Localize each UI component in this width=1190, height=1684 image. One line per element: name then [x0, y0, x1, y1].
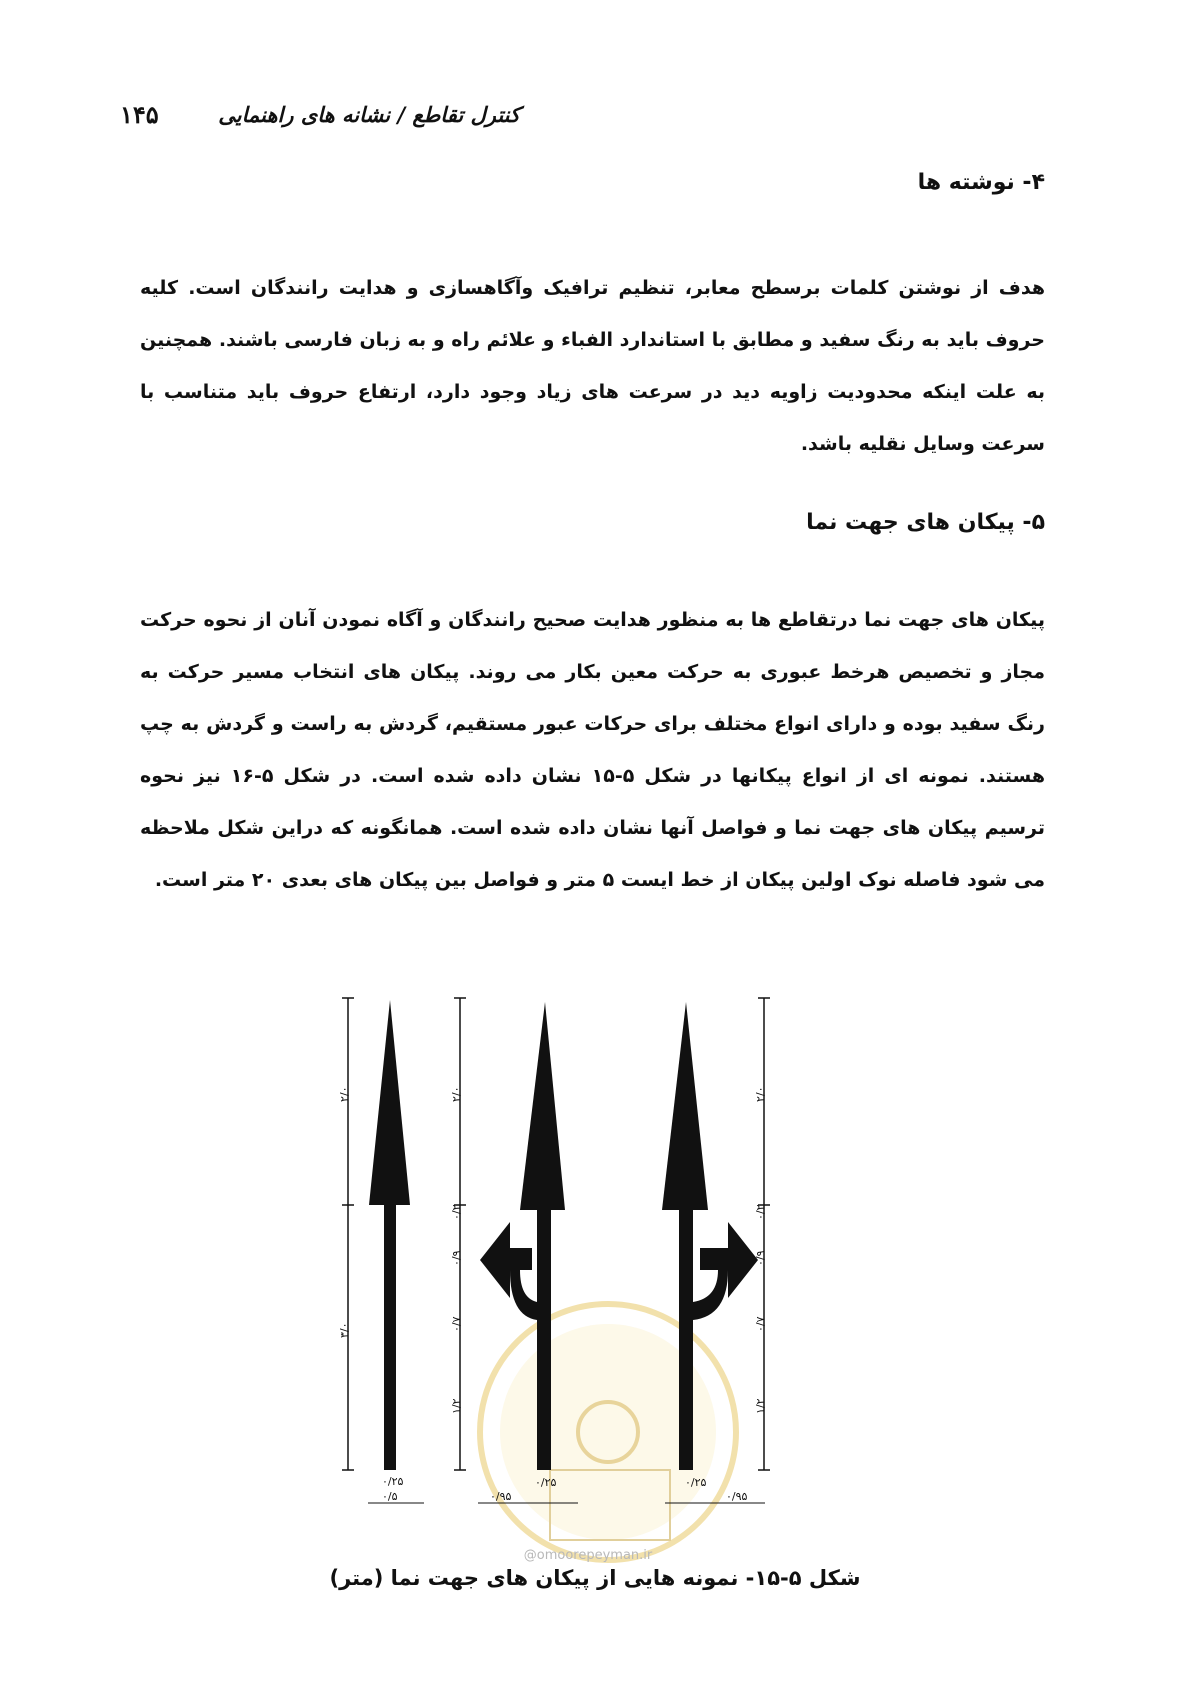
left-arrow-turn-curve — [510, 1270, 537, 1320]
right-dim-label-5: ۱/۲ — [754, 1398, 767, 1414]
left-arrow-main-head — [520, 1002, 565, 1210]
section-4-paragraph: هدف از نوشتن کلمات برسطح معابر، تنظیم ترافیک وآگاهسازی و هدایت رانندگان است. کلیه حروف باید به رنگ سفید و مطابق با استاندارد الفباء و علائم راه و به زبان فارسی باشند. همچنین به علت اینکه محدودیت زاویه دید در سرعت های زیاد وجود دارد، ارتفاع حروف باید متناسب با سرعت وسایل نقلیه باشد. — [140, 277, 1045, 455]
left-dim-label-3: ۰/۹ — [450, 1250, 463, 1266]
left-arrow-turn-head — [480, 1222, 532, 1298]
section-5-heading: ۵- پیکان های جهت نما — [806, 510, 1045, 535]
left-width-label-2: ۰/۹۵ — [490, 1490, 512, 1503]
left-dim-label-2: ۰/۲ — [450, 1204, 463, 1220]
right-arrow-shaft — [679, 1210, 693, 1470]
right-dim-label-4: ۰/۷ — [754, 1316, 767, 1332]
straight-arrow-head — [369, 1000, 410, 1205]
right-arrow-turn-head — [700, 1222, 758, 1298]
watermark-url: @omoorepeyman.ir — [523, 1548, 653, 1563]
right-width-label-1: ۰/۲۵ — [685, 1476, 707, 1489]
figure-caption: شکل ۵-۱۵- نمونه هایی از پیکان های جهت نما (متر) — [329, 1566, 861, 1590]
right-dim-label-3: ۰/۹ — [754, 1250, 767, 1266]
straight-arrow-shaft — [384, 1205, 396, 1470]
straight-dim-label-2: ۳/۰ — [338, 1322, 351, 1338]
section-5-paragraph: پیکان های جهت نما درتقاطع ها به منظور هدایت صحیح رانندگان و آگاه نمودن آنان از نحوه حرکت مجاز و تخصیص هرخط عبوری به حرکت معین بکار می روند. پیکان های انتخاب مسیر حرکت به رنگ سفید بوده و دارای انواع مختلف برای حرکات عبور مستقیم، گردش به راست و گردش به چپ هستند. نمونه ای از انواع پیکانها در شکل ۵-۱۵ نشان داده شده است. در شکل ۵-۱۶ نیز نحوه ترسیم پیکان های جهت نما و فواصل آنها نشان داده شده است. همانگونه که دراین شکل ملاحظه می شود فاصله نوک اولین پیکان از خط ایست ۵ متر و فواصل بین پیکان های بعدی ۲۰ متر است. — [140, 609, 1046, 891]
right-arrow-main-head — [662, 1002, 708, 1210]
straight-arrow — [338, 998, 424, 1503]
left-dim-label-1: ۲/۰ — [450, 1086, 463, 1102]
straight-width-label-2: ۰/۵ — [382, 1490, 398, 1503]
left-dim-label-4: ۰/۷ — [450, 1316, 463, 1332]
straight-dim-label-1: ۲/۰ — [338, 1086, 351, 1102]
running-header — [120, 96, 520, 136]
right-arrow-turn-curve — [693, 1270, 728, 1320]
right-dim-label-2: ۰/۲ — [754, 1204, 767, 1220]
arrow-figure-svg — [340, 975, 860, 1550]
straight-width-label-1: ۰/۲۵ — [382, 1475, 404, 1488]
running-title: کنترل تقاطع / نشانه های راهنمایی — [218, 102, 520, 127]
left-width-label-1: ۰/۲۵ — [535, 1476, 557, 1489]
left-dim-label-5: ۱/۲ — [450, 1398, 463, 1414]
section-4-heading: ۴- نوشته ها — [917, 170, 1045, 195]
right-dim-label-1: ۲/۰ — [754, 1086, 767, 1102]
arrow-figure — [340, 975, 860, 1550]
watermark-seal — [480, 1304, 736, 1560]
right-width-label-2: ۰/۹۵ — [726, 1490, 748, 1503]
page-number: ۱۴۵ — [120, 100, 159, 129]
left-arrow-shaft — [537, 1210, 551, 1470]
